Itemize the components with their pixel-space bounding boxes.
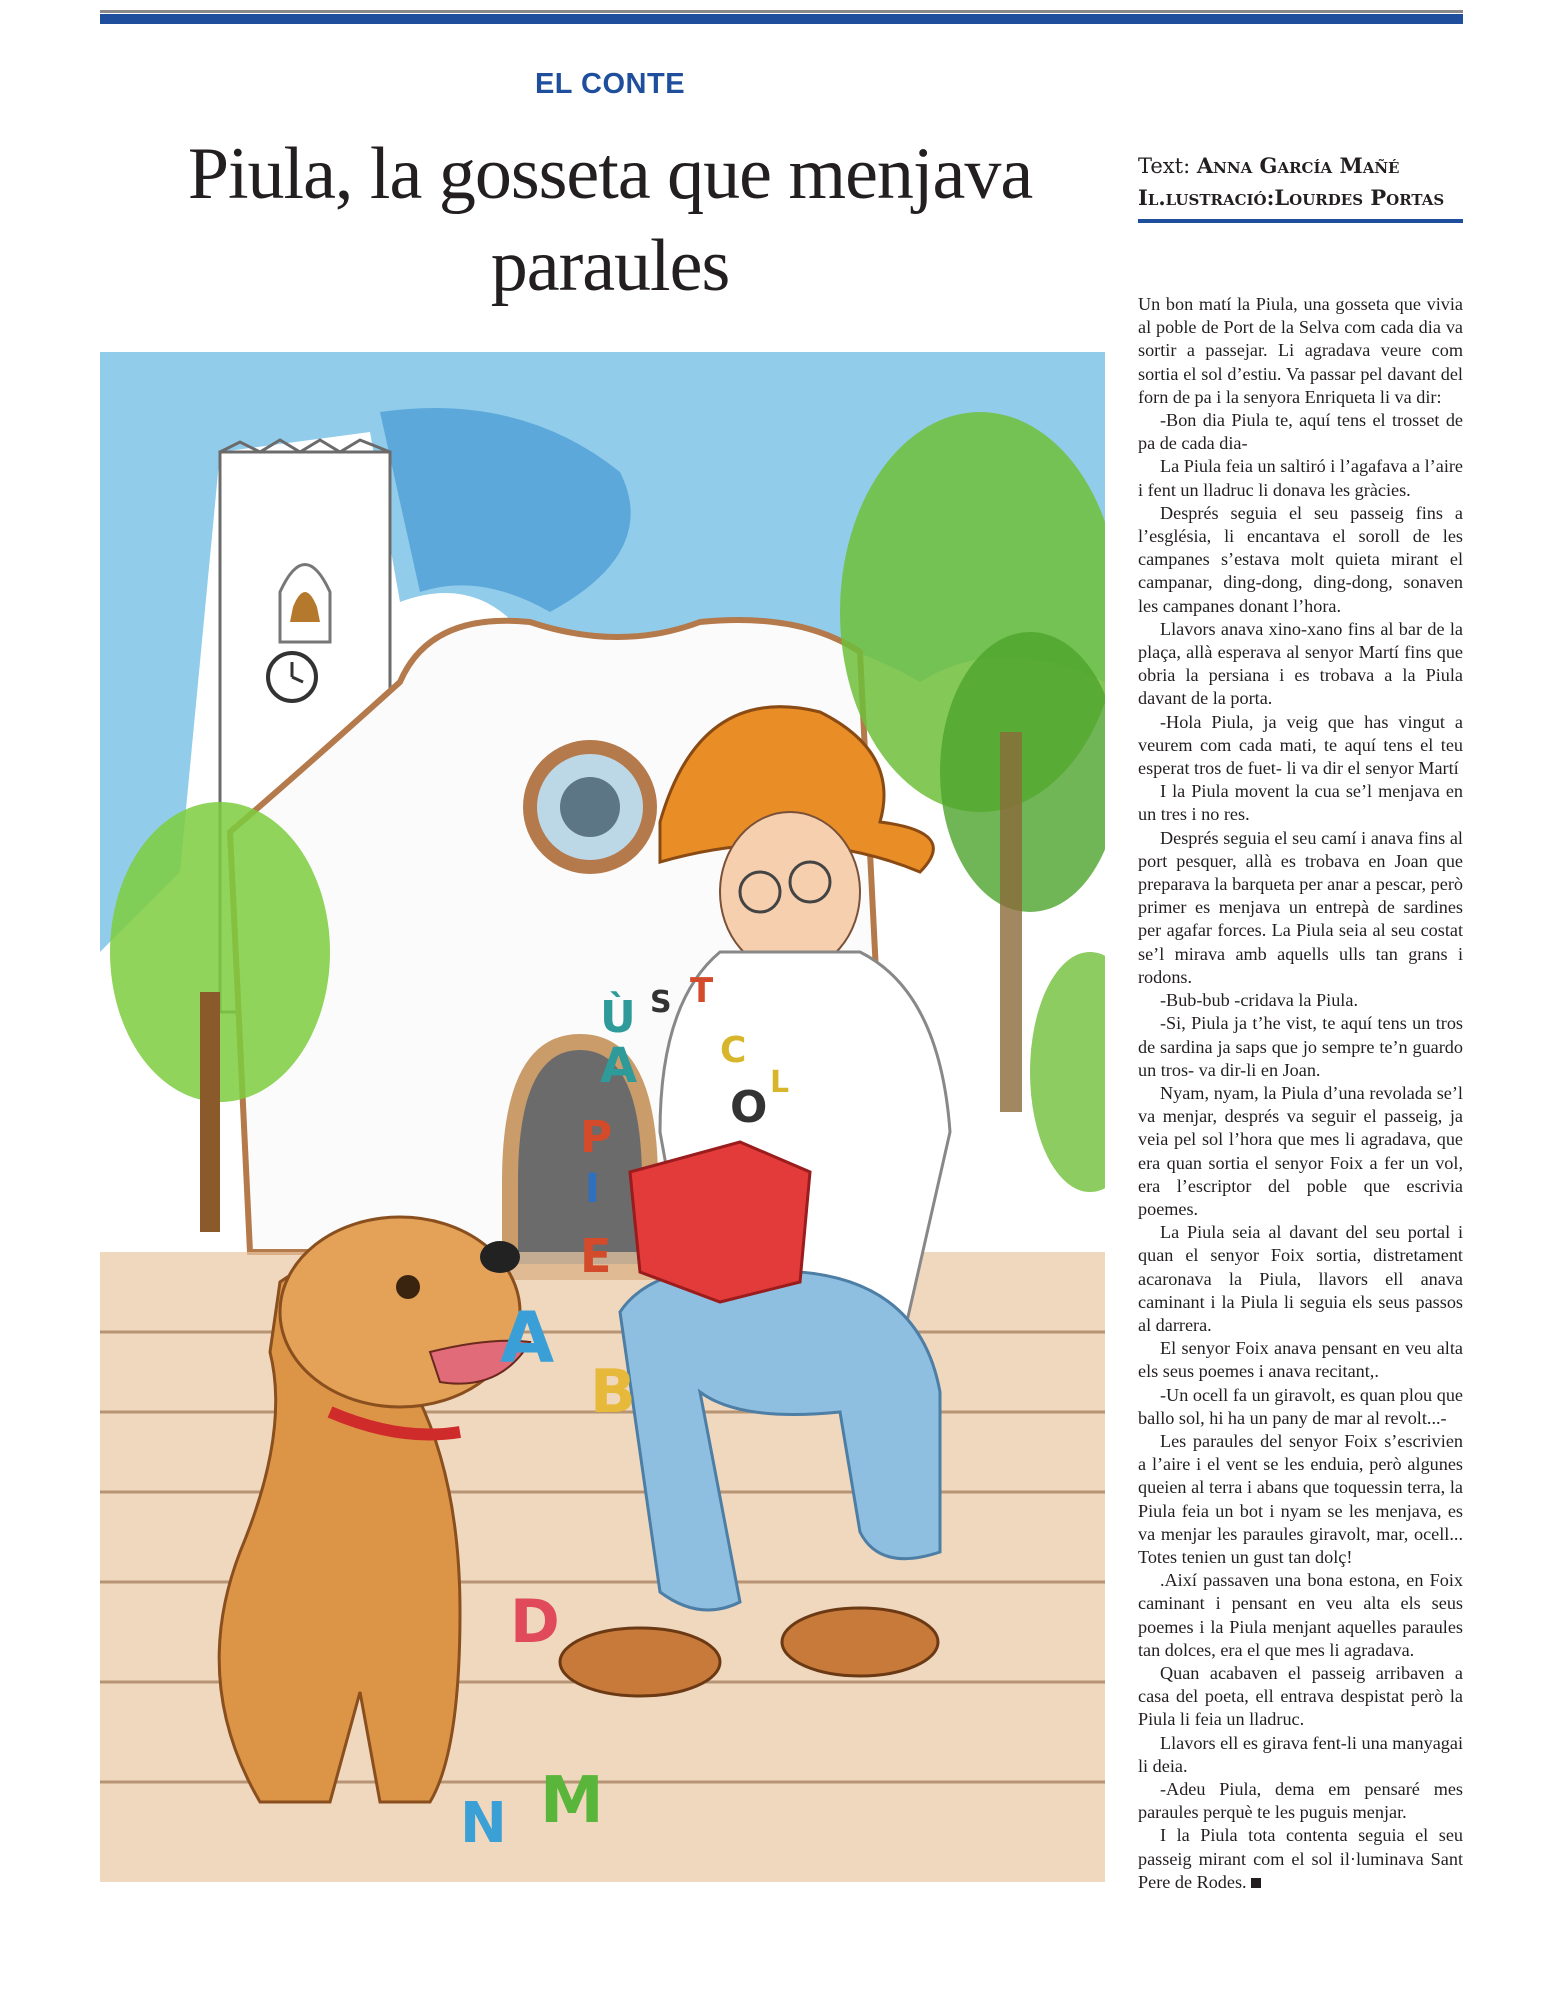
letter-5: A	[600, 1038, 638, 1094]
end-mark-icon	[1251, 1878, 1261, 1888]
letter-8: L	[770, 1065, 790, 1100]
letter-13: D	[510, 1587, 560, 1657]
top-rule-blue	[100, 14, 1463, 24]
story-last-text: I la Piula tota contenta seguia el seu passeig mirant com el sol il·luminava Sant Pere de Rodes.	[1138, 1825, 1463, 1892]
story-paragraph: -Hola Piula, ja veig que has vingut a veurem com cada mati, te aquí tens el teu esperat tros de fuet- li va dir el senyor Martí	[1138, 711, 1463, 779]
dog-eye	[396, 1275, 420, 1299]
story-body	[1138, 293, 1463, 1894]
letter-2: S	[650, 985, 672, 1020]
story-paragraph: -Bub-bub -cridava la Piula.	[1160, 990, 1358, 1011]
story-paragraph: Després seguia el seu camí i anava fins al port pesquer, allà es trobava en Joan que preparava la barqueta per anar a pescar, però primer es menjava un entrepà de sardines per agafar forces. La Piula seia al seu costat se’l mirava amb aquells ulls tan grans i rodons.	[1138, 827, 1463, 987]
article-title	[150, 128, 1070, 312]
section-label: EL CONTE	[534, 68, 686, 100]
story-paragraph: El senyor Foix anava pensant en veu alta els seus poemes i anava recitant,.	[1138, 1338, 1463, 1382]
title-line-2: paraules	[490, 225, 730, 307]
story-illustration	[100, 352, 1105, 1882]
watercolor-illustration	[100, 352, 1105, 1882]
story-paragraph: Llavors anava xino-xano fins al bar de la plaça, allà esperava al senyor Martí fins que obria la persiana i es trobava a la Piula davant de la porta.	[1138, 618, 1463, 709]
letter-11: A	[500, 1297, 555, 1379]
letter-7: O	[730, 1082, 768, 1133]
top-rule-gray	[100, 10, 1463, 13]
letter-1: Ù	[600, 992, 636, 1043]
story-paragraph: Llavors ell es girava fent-li una manyagai li deia.	[1138, 1732, 1464, 1776]
story-paragraph: I la Piula movent la cua se’l menjava en un tres i no res.	[1138, 781, 1463, 825]
shoe-left	[560, 1628, 720, 1696]
story-paragraph: Nyam, nyam, la Piula d’una revolada se’l va menjar, després va seguir el passeig, ja veia pel sol l’hora que mes li agradava, que era quan sortia el senyor Foix a fer un vol, era l’escriptor del poble que escrivia poemes.	[1138, 1082, 1463, 1219]
story-paragraph: -Si, Piula ja t’he vist, te aquí tens un tros de sardina ja saps que jo sempre te’n guardo un tros- va dir-li en Joan.	[1138, 1013, 1463, 1080]
byline-rule	[1138, 219, 1463, 223]
shoe-right	[782, 1608, 938, 1676]
letter-9: I	[585, 1166, 600, 1212]
letter-14: N	[460, 1791, 507, 1856]
letter-3: T	[690, 971, 714, 1011]
byline-text-author: Anna García Mañé	[1196, 153, 1400, 178]
story-paragraph: La Piula feia un saltiró i l’agafava a l’aire i fent un lladruc li donava les gràcies.	[1138, 456, 1463, 500]
dog-nose	[480, 1241, 520, 1273]
story-paragraph: Un bon matí la Piula, una gosseta que vivia al poble de Port de la Selva com cada dia va sortir a passejar. Li agradava veure com sortia el sol d’estiu. Va passar pel davant del forn de pa i la senyora Enriqueta li va dir:	[1138, 294, 1463, 407]
tree-right-low	[1030, 952, 1105, 1192]
letter-6: P	[580, 1112, 613, 1163]
letter-15: M	[540, 1764, 604, 1838]
story-paragraph: .Així passaven una bona estona, en Foix caminant i pensant en veu alta els seus poemes i la Piula menjant aquelles paraules tan dolces, era el que mes li agradava.	[1138, 1570, 1463, 1660]
letter-4: C	[720, 1030, 747, 1071]
story-paragraph: -Bon dia Piula te, aquí tens el trosset de pa de cada dia-	[1138, 410, 1463, 454]
title-line-1: Piula, la gosseta que menjava	[187, 133, 1033, 215]
story-paragraph: -Un ocell fa un giravolt, es quan plou que ballo sol, hi ha un pany de mar al revolt...-	[1138, 1384, 1463, 1428]
letter-12: B	[590, 1357, 636, 1427]
byline-illustration-author: Lourdes Portas	[1274, 185, 1445, 210]
story-paragraph: Després seguia el seu passeig fins a l’església, li encantava el soroll de les campanes s’estava molt quieta mirant el campanar, ding-dong, ding-dong, sonaven les campanes donant l’hora.	[1138, 502, 1463, 616]
story-paragraph: Quan acabaven el passeig arribaven a casa del poeta, ell entrava despistat però la Piula li feia un lladruc.	[1138, 1662, 1463, 1730]
story-paragraph-last	[1138, 1824, 1463, 1894]
byline-illustration	[1138, 182, 1463, 214]
byline	[1138, 150, 1463, 214]
letter-10: E	[580, 1229, 612, 1283]
story-paragraph: Les paraules del senyor Foix s’escrivien a l’aire i el vent se les enduia, però algunes queien al terra i abans que toquessin terra, la Piula feia un bot i nyam se les menjava, es va menjar les paraules giravolt, mar, ocell... Totes tenien un gust tan dolç!	[1138, 1430, 1463, 1567]
red-book	[630, 1142, 810, 1302]
story-paragraph: -Adeu Piula, dema em pensaré mes paraules perquè te les puguis menjar.	[1138, 1779, 1463, 1823]
byline-text-label: Text:	[1138, 154, 1191, 178]
story-paragraph: La Piula seia al davant del seu portal i quan el senyor Foix sortia, distretament acaronava la Piula, llavors ell anava caminant i la Piula li seguia els seus passos al darrera.	[1138, 1222, 1463, 1335]
byline-illustration-label: Il.lustració:	[1138, 185, 1275, 210]
byline-text	[1138, 150, 1463, 182]
